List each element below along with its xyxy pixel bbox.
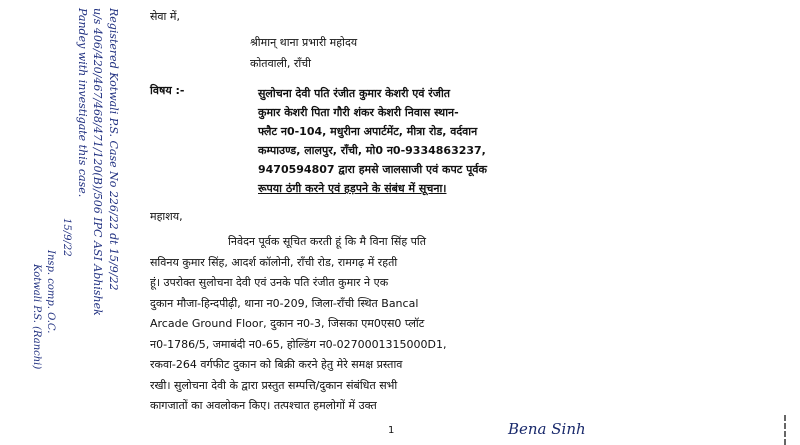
margin-note-officer: Insp. comp. O.C. <box>45 250 56 334</box>
letter-body <box>150 232 680 417</box>
signature: Bena Sinh <box>508 420 586 438</box>
margin-note-station: Kotwali P.S. (Ranchi) <box>31 264 42 370</box>
scan-edge-mark <box>784 415 796 445</box>
greeting: महाशय, <box>150 210 183 223</box>
subject-line: सुलोचना देवी पति रंजीत कुमार केशरी एवं रंजीत <box>258 87 451 100</box>
body-line: Arcade Ground Floor, दुकान न0-3, जिसका एम0एस0 प्लॉट <box>150 317 425 330</box>
salutation: सेवा में, <box>150 10 180 23</box>
margin-note-sections: u/s 406/420/467/468/471/120(B)/506 IPC ASI Abhishek <box>91 8 104 316</box>
subject-line: 9470594807 द्वारा हमसे जालसाजी एवं कपट पूर्वक <box>258 163 487 176</box>
body-line: दुकान मौजा-हिन्दपीढ़ी, थाना न0-209, जिला-राँची स्थित Bancal <box>150 296 419 310</box>
body-line: रकवा-264 वर्गफीट दुकान को बिक्री करने हेतु मेरे समक्ष प्रस्ताव <box>150 358 403 371</box>
recipient-location: कोतवाली, राँची <box>250 57 312 70</box>
body-line: सविनय कुमार सिंह, आदर्श कॉलोनी, राँची रोड, रामगढ़ में रहती <box>150 255 398 269</box>
subject-line: कुमार केशरी पिता गौरी शंकर केशरी निवास स्थान- <box>258 106 459 119</box>
body-line: न0-1786/5, जमाबंदी न0-65, होल्डिंग न0-0270001315000D1, <box>150 337 447 351</box>
body-line: हूं। उपरोक्त सुलोचना देवी एवं उनके पति रंजीत कुमार ने एक <box>150 276 389 289</box>
margin-note-registration: Registered Kotwali P.S. Case No 226/22 dt 15/9/22 <box>107 8 120 291</box>
recipient-title: श्रीमान् थाना प्रभारी महोदय <box>250 36 358 49</box>
subject-text <box>258 84 688 198</box>
subject-line: रूपया ठंगी करने एवं हड़पने के संबंध में सूचना। <box>258 182 447 195</box>
subject-line: फ्लैट न0-104, मधुरीना अपार्टमेंट, मीत्रा रोड, वर्दवान <box>258 125 478 138</box>
body-line: निवेदन पूर्वक सूचित करती हूं कि मै विना सिंह पति <box>228 235 427 248</box>
body-line: कागजातों का अवलोकन किए। तत्पश्चात हमलोगों में उक्त <box>150 399 377 412</box>
subject-label: विषय :- <box>150 84 185 97</box>
subject-line: कम्पाउण्ड, लालपुर, राँची, मो0 न0-9334863237, <box>258 144 486 157</box>
margin-note-date: 15/9/22 <box>61 218 72 257</box>
page-number: 1 <box>388 425 395 436</box>
margin-note-investigation: Pandey with investigate this case. <box>76 8 89 198</box>
body-line: रखी। सुलोचना देवी के द्वारा प्रस्तुत सम्पत्ति/दुकान संबंधित सभी <box>150 378 398 392</box>
